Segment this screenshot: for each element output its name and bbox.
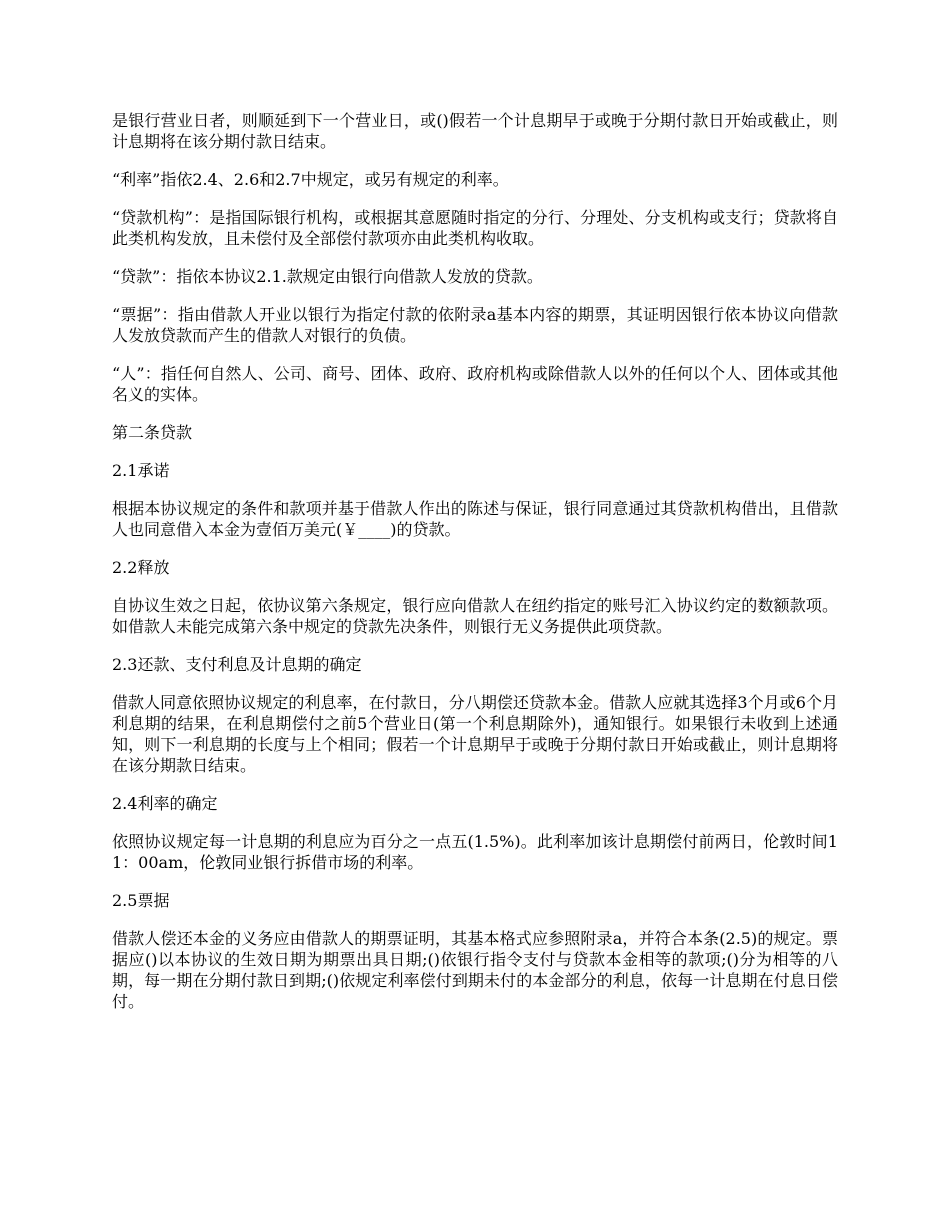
section-2-1-heading: 2.1承诺 <box>112 461 170 480</box>
section-2-1-body: 根据本协议规定的条件和款项并基于借款人作出的陈述与保证，银行同意通过其贷款机构借出，且借款人也同意借入本金为壹佰万美元(￥____)的贷款。 <box>112 499 838 539</box>
article-2-heading: 第二条贷款 <box>112 423 193 442</box>
definition-person: “人”：指任何自然人、公司、商号、团体、政府、政府机构或除借款人以外的任何以个人、团体或其他名义的实体。 <box>112 364 838 404</box>
definition-note: “票据”：指由借款人开业以银行为指定付款的依附录a基本内容的期票，其证明因银行依本协议向借款人发放贷款而产生的借款人对银行的负债。 <box>112 305 838 345</box>
definition-interest-rate: “利率”指依2.4、2.6和2.7中规定，或另有规定的利率。 <box>112 170 509 189</box>
definition-lending-office: “贷款机构”：是指国际银行机构，或根据其意愿随时指定的分行、分理处、分支机构或支行；贷款将自此类机构发放，且未偿付及全部偿付款项亦由此类机构收取。 <box>112 208 838 248</box>
section-2-5-heading: 2.5票据 <box>112 891 170 910</box>
section-2-3-heading: 2.3还款、支付利息及计息期的确定 <box>112 655 362 674</box>
section-2-4-body: 依照协议规定每一计息期的利息应为百分之一点五(1.5%)。此利率加该计息期偿付前两日，伦敦时间11：00am，伦敦同业银行拆借市场的利率。 <box>112 832 838 872</box>
section-2-4-heading: 2.4利率的确定 <box>112 794 218 813</box>
definition-loan: “贷款”：指依本协议2.1.款规定由银行向借款人发放的贷款。 <box>112 267 543 286</box>
section-2-2-body: 自协议生效之日起，依协议第六条规定，银行应向借款人在纽约指定的账号汇入协议约定的数额款项。如借款人未能完成第六条中规定的贷款先决条件，则银行无义务提供此项贷款。 <box>112 596 838 636</box>
section-2-5-body: 借款人偿还本金的义务应由借款人的期票证明，其基本格式应参照附录a，并符合本条(2.5)的规定。票据应()以本协议的生效日期为期票出具日期;()依银行指令支付与贷款本金相等的款项;()分为相等的八期，每一期在分期付款日到期;()依规定利率偿付到期未付的本金部分的利息，依每一计息期在付息日偿付。 <box>112 929 838 1011</box>
section-2-2-heading: 2.2释放 <box>112 558 170 577</box>
section-2-3-body: 借款人同意依照协议规定的利息率，在付款日，分八期偿还贷款本金。借款人应就其选择3个月或6个月利息期的结果，在利息期偿付之前5个营业日(第一个利息期除外)，通知银行。如果银行未收到上述通知，则下一利息期的长度与上个相同；假若一个计息期早于或晚于分期付款日开始或截止，则计息期将在该分期款日结束。 <box>112 693 838 775</box>
paragraph-continuation: 是银行营业日者，则顺延到下一个营业日，或()假若一个计息期早于或晚于分期付款日开始或截止，则计息期将在该分期付款日结束。 <box>112 111 838 151</box>
